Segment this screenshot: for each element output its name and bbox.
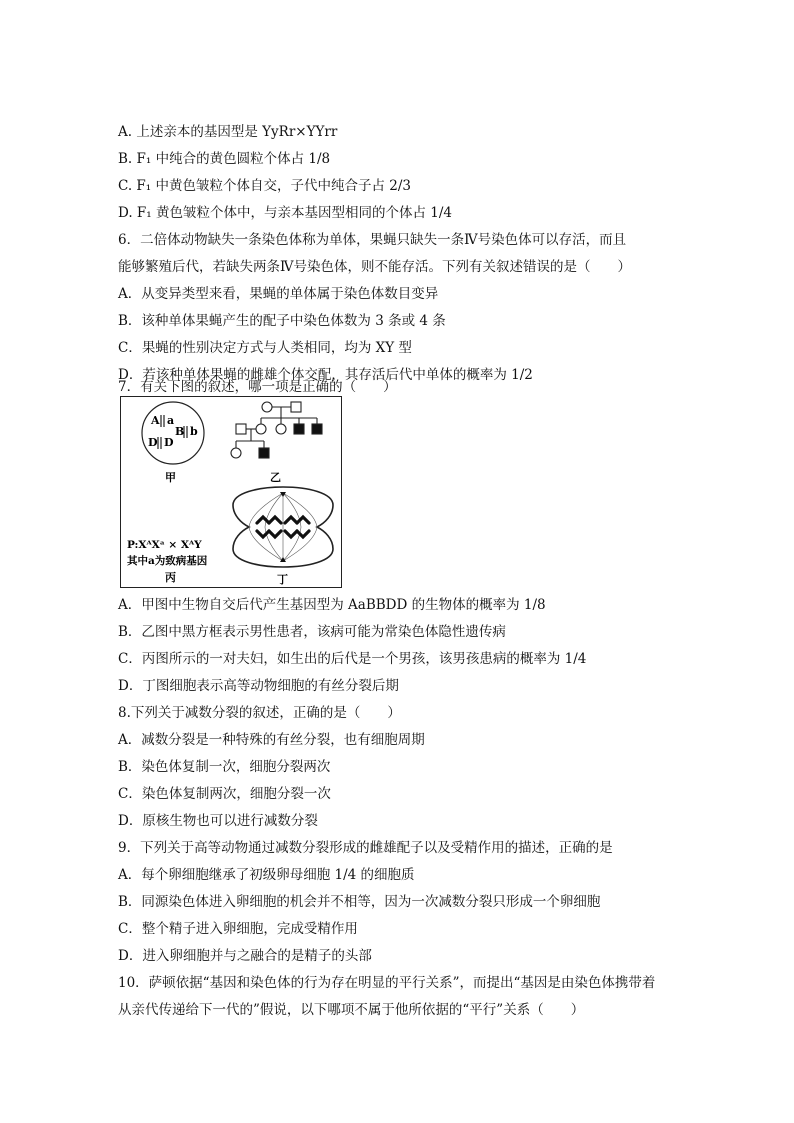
q6-stem-line2: 能够繁殖后代，若缺失两条Ⅳ号染色体，则不能存活。下列有关叙述错误的是（ ） bbox=[118, 259, 631, 275]
jia-label: 甲 bbox=[165, 471, 176, 484]
pedigree-gen3-female bbox=[231, 448, 241, 458]
q7-figure bbox=[120, 396, 342, 588]
pedigree-gen2-affected-male-2 bbox=[312, 424, 322, 434]
ding-cell-diagram bbox=[233, 487, 333, 586]
q7-option-a: A．甲图中生物自交后代产生基因型为 AaBBDD 的生物体的概率为 1/8 bbox=[118, 597, 546, 613]
q10-stem-line2: 从亲代传递给下一代的”假说，以下哪项不属于他所依据的“平行”关系（ ） bbox=[118, 1002, 585, 1018]
ding-label: 丁 bbox=[277, 573, 288, 586]
pedigree-gen2-male-1 bbox=[236, 424, 246, 434]
q6-option-a: A．从变异类型来看，果蝇的单体属于染色体数目变异 bbox=[118, 286, 439, 302]
bing-note: 其中a为致病基因 bbox=[127, 555, 208, 567]
q5-option-c: C. F₁ 中黄色皱粒个体自交，子代中纯合子占 2/3 bbox=[118, 178, 412, 194]
pedigree-gen3-affected-male bbox=[259, 448, 269, 458]
pedigree-gen1-male bbox=[291, 402, 301, 412]
yi-pedigree bbox=[231, 402, 322, 458]
jia-gene-D2: D bbox=[164, 436, 174, 449]
bing-text-block bbox=[127, 539, 208, 584]
jia-gene-A: A bbox=[151, 414, 160, 427]
yi-label: 乙 bbox=[270, 471, 281, 484]
jia-gene-B: B bbox=[175, 425, 185, 438]
pedigree-gen2-female-2 bbox=[276, 424, 286, 434]
q7-option-c: C．丙图所示的一对夫妇，如生出的后代是一个男孩，该男孩患病的概率为 1/4 bbox=[118, 651, 587, 667]
q9-stem: 9．下列关于高等动物通过减数分裂形成的雌雄配子以及受精作用的描述，正确的是 bbox=[118, 840, 613, 856]
q8-option-a: A．减数分裂是一种特殊的有丝分裂，也有细胞周期 bbox=[118, 732, 425, 748]
q6-option-c: C．果蝇的性别决定方式与人类相同，均为 XY 型 bbox=[118, 340, 412, 356]
jia-gene-b: b bbox=[190, 425, 198, 438]
jia-cell-diagram bbox=[142, 402, 204, 484]
q6-option-d: D．若该种单体果蝇的雌雄个体交配，其存活后代中单体的概率为 1/2 bbox=[118, 367, 533, 383]
q6-stem-line1: 6．二倍体动物缺失一条染色体称为单体，果蝇只缺失一条Ⅳ号染色体可以存活，而且 bbox=[118, 232, 627, 248]
q5-option-a: A. 上述亲本的基因型是 YyRr×YYrr bbox=[118, 124, 338, 140]
q9-option-b: B．同源染色体进入卵细胞的机会并不相等，因为一次减数分裂只形成一个卵细胞 bbox=[118, 894, 601, 910]
jia-gene-a: a bbox=[167, 414, 175, 427]
q5-option-b: B. F₁ 中纯合的黄色圆粒个体占 1/8 bbox=[118, 151, 331, 167]
q10-stem-line1: 10．萨顿依据“基因和染色体的行为存在明显的平行关系”，而提出“基因是由染色体携带着 bbox=[118, 975, 656, 991]
q8-stem: 8.下列关于减数分裂的叙述，正确的是（ ） bbox=[118, 705, 401, 721]
q9-option-c: C．整个精子进入卵细胞，完成受精作用 bbox=[118, 921, 358, 937]
q7-figure-svg bbox=[121, 397, 341, 587]
q8-option-c: C．染色体复制两次，细胞分裂一次 bbox=[118, 786, 331, 802]
q9-option-a: A．每个卵细胞继承了初级卵母细胞 1/4 的细胞质 bbox=[118, 867, 415, 883]
ding-spindle-fibers bbox=[249, 493, 317, 561]
q5-option-d: D. F₁ 黄色皱粒个体中，与亲本基因型相同的个体占 1/4 bbox=[118, 205, 453, 221]
jia-gene-D1: D bbox=[148, 436, 158, 449]
q7-option-d: D．丁图细胞表示高等动物细胞的有丝分裂后期 bbox=[118, 678, 399, 694]
pedigree-gen1-female bbox=[262, 402, 272, 412]
q8-option-b: B．染色体复制一次，细胞分裂两次 bbox=[118, 759, 331, 775]
pedigree-gen2-affected-male-1 bbox=[294, 424, 304, 434]
q7-stem: 7．有关下图的叙述，哪一项是正确的（ ） bbox=[118, 379, 397, 395]
bing-label: 丙 bbox=[165, 571, 176, 584]
q8-option-d: D．原核生物也可以进行减数分裂 bbox=[118, 813, 318, 829]
pedigree-gen2-female-1 bbox=[256, 424, 266, 434]
q6-option-b: B．该种单体果蝇产生的配子中染色体数为 3 条或 4 条 bbox=[118, 313, 446, 329]
q7-option-b: B．乙图中黑方框表示男性患者，该病可能为常染色体隐性遗传病 bbox=[118, 624, 506, 640]
q9-option-d: D．进入卵细胞并与之融合的是精子的头部 bbox=[118, 948, 372, 964]
bing-cross: P:XᴬXᵃ × XᴬY bbox=[127, 539, 202, 551]
